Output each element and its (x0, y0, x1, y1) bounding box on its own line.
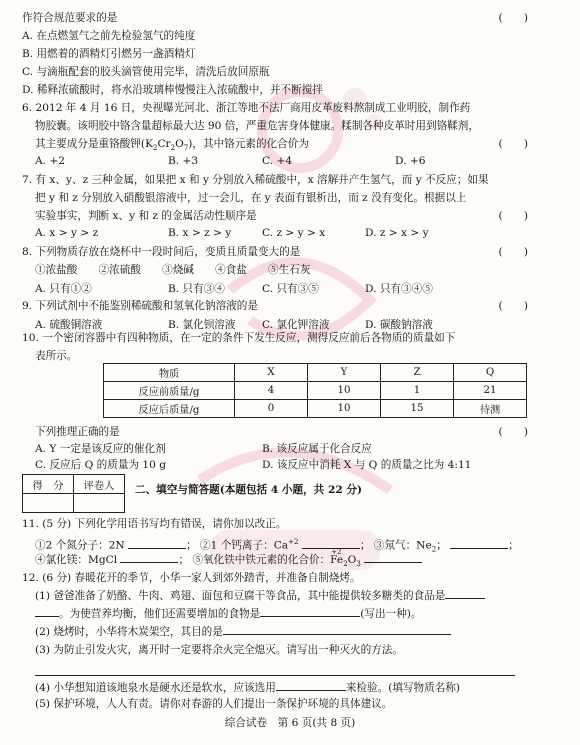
q11-line-2: ④氯化镁：MgCl ； ⑤氧化铁中铁元素的化合价： +2 $Fe_2O_3$ (35, 553, 422, 571)
q10-answer-paren: ( ) (498, 426, 528, 438)
table-header-cell: Z (381, 364, 454, 382)
q12-blank-4[interactable] (276, 690, 346, 691)
q10-line-1: 10. 一个密闭容器中有四种物质，在一定的条件下发生反应，测得反应前后各物质的质量如下 (22, 332, 456, 344)
q8-items: ①浓盐酸 ②浓硫酸 ③烧碱 ④食盐 ⑤生石灰 (35, 264, 311, 276)
table-row (104, 382, 527, 400)
section-2-title: 二、填空与简答题(本题包括 4 小题，共 22 分) (135, 484, 362, 496)
q9-answer-paren: ( ) (498, 300, 528, 312)
q6-option-a: A. +2 (35, 155, 66, 167)
q8-option-a: A. 只有①② (35, 283, 92, 295)
q9-option-a: A. 硫酸铜溶液 (35, 319, 103, 331)
q6-line-1: 6. 2012 年 4 月 16 日，央视曝光河北、浙江等地不法厂商用皮革废料熬制成工业明胶，制作药 (22, 102, 471, 114)
score-label: 得 分 (23, 475, 74, 494)
q12-part-1a: (1) 爸爸准备了奶酪、牛肉、鸡翅、面包和豆腐干等食品，其中能提供较多糖类的食品是 (35, 589, 485, 603)
q11-stem: 11. (5 分) 下列化学用语书写均有错误，请你加以改正。 (22, 518, 287, 530)
q6-answer-paren: ( ) (498, 138, 528, 150)
q7-option-b: B. x > z > y (168, 227, 232, 239)
table-cell: 21 (454, 382, 527, 400)
mass-table (103, 363, 527, 418)
q11-blank-1[interactable] (128, 548, 186, 549)
table-header-cell: 物质 (104, 364, 235, 382)
table-cell: 待测 (454, 400, 527, 418)
q7-option-a: A. x > y > z (35, 227, 99, 239)
q11-blank-5[interactable] (364, 562, 422, 563)
q12-part-3: (3) 为防止引发火灾，离开时一定要将余火完全熄灭。请写出一种灭火的方法。 (35, 644, 403, 656)
q11-item-4: ④氯化镁：MgCl (35, 554, 118, 566)
q7-answer-paren: ( ) (498, 210, 528, 222)
q12-blank-1[interactable] (445, 598, 485, 599)
q8-stem: 8. 下列物质存放在烧杯中一段时间后，变质且质量变大的是 (22, 246, 301, 258)
q9-option-b: B. 氯化钡溶液 (168, 319, 236, 331)
q12-blank-3[interactable] (223, 634, 451, 635)
grader-cell[interactable] (74, 494, 125, 513)
q8-option-c: C. 只有③⑤ (262, 283, 319, 295)
table-cell: 反应后质量/g (104, 400, 235, 418)
q12-blank-2[interactable] (260, 616, 360, 617)
q10-stem-2: 下列推理正确的是 (35, 426, 120, 438)
q8-option-b: B. 只有③④ (168, 283, 225, 295)
table-cell: 0 (235, 400, 308, 418)
q10-option-a: A. Y 一定是该反应的催化剂 (35, 443, 166, 455)
table-cell: 4 (235, 382, 308, 400)
table-header-cell: Q (454, 364, 527, 382)
q9-option-c: C. 氯化钾溶液 (262, 319, 330, 331)
table-row (104, 400, 527, 418)
table-cell: 10 (308, 382, 381, 400)
q10-line-2: 表所示。 (35, 350, 78, 362)
q7-option-d: D. z > x > y (365, 227, 429, 239)
q12-part-2: (2) 烧烤时，小华将木炭架空，其目的是 (35, 625, 451, 639)
q11-item-3: ③氖气：Ne (373, 539, 432, 552)
table-header-cell: Y (308, 364, 381, 382)
q12-blank-1-tail[interactable] (35, 616, 59, 617)
q12-part-1b: 。为使营养均衡，他们还需要增加的食物是 (写出一种)。 (35, 607, 422, 621)
q8-answer-paren: ( ) (498, 246, 528, 258)
score-cell[interactable] (23, 494, 74, 513)
grader-label: 评卷人 (74, 475, 125, 494)
q12-part-5: (5) 保护环境，人人有责。请你对春游的人们提出一条保护环境的具体建议。 (35, 698, 393, 710)
q5-option-a: A. 在点燃氢气之前先检验氢气的纯度 (22, 30, 196, 42)
q11-item-5: ⑤氧化铁中铁元素的化合价： (192, 554, 331, 566)
table-cell: 15 (381, 400, 454, 418)
q6-line-3: 其主要成分是重铬酸钾$(K_2Cr_2O_7)$，其中铬元素的化合价为 (35, 138, 309, 153)
table-row (23, 475, 125, 494)
table-cell: 10 (308, 400, 381, 418)
q6-line-2: 物胶囊。该明胶中铬含量超标最大达 90 倍，严重危害身体健康。糅制各种皮革时用到铬鞣剂， (35, 120, 479, 132)
q7-line-2: 把 y 和 z 分别放入硝酸银溶液中，过一会儿，在 y 表面有银析出，而 z 没有变化。根据以上 (35, 192, 467, 204)
q6-option-b: B. +3 (168, 155, 199, 167)
q11-line-1: ①2 个氮分子：2N ； ②1 个钙离子：$Ca^{+2}$ ； ③氖气：$Ne_2$； ； (35, 538, 519, 554)
q5-option-d: D. 稀释浓硫酸时，将水沿玻璃棒慢慢注入浓硫酸中，并不断搅拌 (22, 84, 323, 96)
q7-option-c: C. z > y > x (262, 227, 326, 239)
q9-option-d: D. 碳酸钠溶液 (365, 319, 433, 331)
q11-blank-4[interactable] (120, 562, 178, 563)
q10-option-d: D. 该反应中消耗 X 与 Q 的质量之比为 4:11 (262, 459, 472, 471)
table-cell: 1 (381, 382, 454, 400)
q8-option-d: D. 只有③④⑤ (365, 283, 433, 295)
q11-item-1: ①2 个氮分子：2N (35, 539, 125, 552)
table-row (104, 364, 527, 382)
table-cell: 反应前质量/g (104, 382, 235, 400)
q5-option-c: C. 与滴瓶配套的胶头滴管使用完毕，清洗后放回原瓶 (22, 66, 270, 78)
q12-answer-line-3[interactable] (35, 675, 515, 676)
q6-option-c: C. +4 (262, 155, 293, 167)
q6-option-d: D. +6 (395, 155, 426, 167)
q10-option-b: B. 该反应属于化合反应 (262, 443, 372, 455)
q5-answer-paren: ( ) (498, 12, 528, 24)
q7-line-1: 7. 有 x、y、z 三种金属，如果把 x 和 y 分别放入稀硫酸中，x 溶解并产生氢气，而 y 不反应；如果 (22, 174, 489, 186)
q7-line-3: 实验事实，判断 x、y 和 z 的金属活动性顺序是 (35, 210, 257, 222)
table-header-cell: X (235, 364, 308, 382)
q12-part-4: (4) 小华想知道该地泉水是硬水还是软水，应该选用 来检验。(填写物质名称) (35, 682, 461, 694)
table-row (23, 494, 125, 513)
q11-blank-3[interactable] (450, 548, 508, 549)
q9-stem: 9. 下列试剂中不能鉴别稀硫酸和氢氧化钠溶液的是 (22, 300, 258, 312)
q10-option-c: C. 反应后 Q 的质量为 10 g (35, 459, 167, 471)
q11-item-2: ②1 个钙离子：Ca (200, 539, 289, 552)
q12-stem: 12. (6 分) 春暖花开的季节，小华一家人到郊外踏青，并准备自制烧烤。 (22, 572, 361, 584)
page-footer: 综合试卷 第 6 页(共 8 页) (224, 717, 356, 729)
score-box (22, 474, 125, 513)
q5-stem-end: 作符合规范要求的是 (22, 12, 118, 24)
q5-option-b: B. 用燃着的酒精灯引燃另一盏酒精灯 (22, 48, 196, 60)
